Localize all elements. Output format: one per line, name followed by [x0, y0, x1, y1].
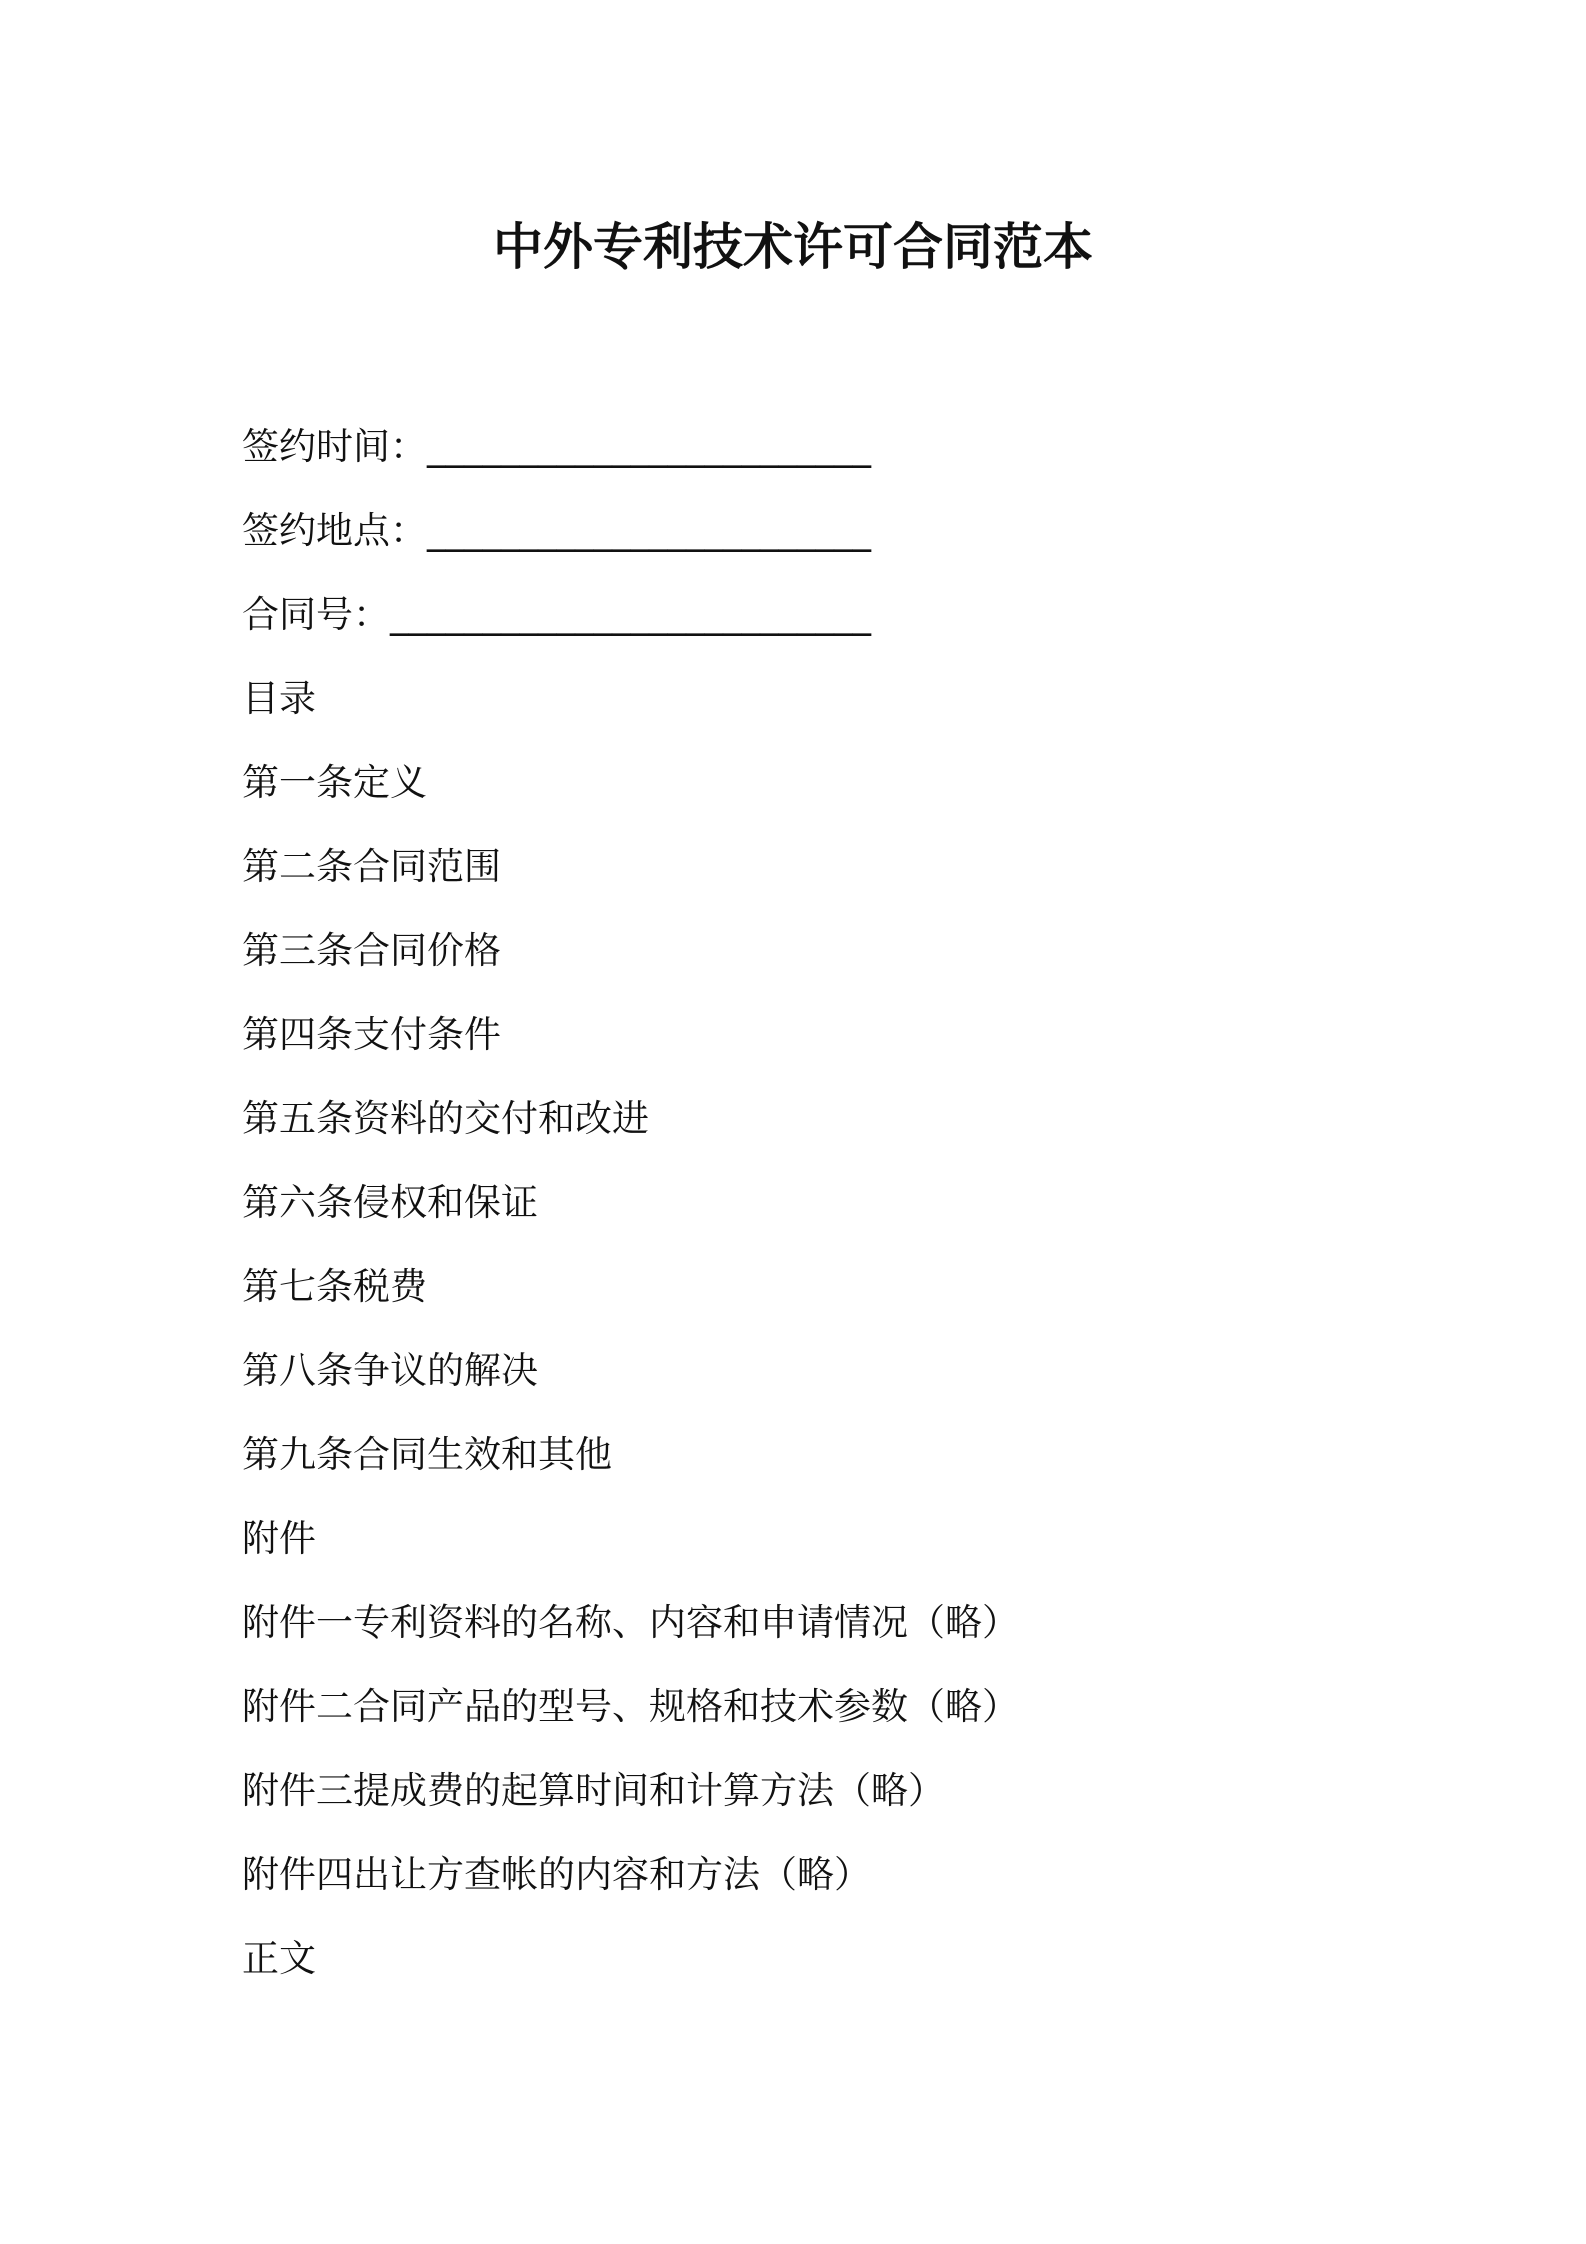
signing-time-blank: ________________________: [427, 425, 871, 468]
toc-article-6: 第六条侵权和保证: [242, 1181, 538, 1224]
contract-number-field: [242, 573, 1422, 657]
appendix-heading: 附件: [242, 1517, 316, 1560]
signing-time-label: 签约时间：: [242, 425, 427, 468]
toc-article-3: 第三条合同价格: [242, 929, 501, 972]
body-heading: 正文: [242, 1937, 316, 1980]
toc-article-9: 第九条合同生效和其他: [242, 1433, 612, 1476]
appendix-item-4: 附件四出让方查帐的内容和方法（略）: [242, 1853, 871, 1896]
toc-article-5: 第五条资料的交付和改进: [242, 1097, 649, 1140]
appendix-item-1: 附件一专利资料的名称、内容和申请情况（略）: [242, 1601, 1019, 1644]
toc-article-8: 第八条争议的解决: [242, 1349, 538, 1392]
toc-article-7: 第七条税费: [242, 1265, 427, 1308]
toc-article-4: 第四条支付条件: [242, 1013, 501, 1056]
signing-place-field: [242, 489, 1422, 573]
toc-heading: 目录: [242, 677, 316, 720]
toc-article-2: 第二条合同范围: [242, 845, 501, 888]
appendix-item-3: 附件三提成费的起算时间和计算方法（略）: [242, 1769, 945, 1812]
document-title: 中外专利技术许可合同范本: [493, 218, 1093, 276]
contract-number-blank: __________________________: [390, 593, 871, 636]
appendix-item-2: 附件二合同产品的型号、规格和技术参数（略）: [242, 1685, 1019, 1728]
signing-time-field: [242, 405, 1422, 489]
toc-article-1: 第一条定义: [242, 761, 427, 804]
signing-place-blank: ________________________: [427, 509, 871, 552]
signing-place-label: 签约地点：: [242, 509, 427, 552]
contract-number-label: 合同号：: [242, 593, 390, 636]
document-content: [242, 405, 1422, 2001]
